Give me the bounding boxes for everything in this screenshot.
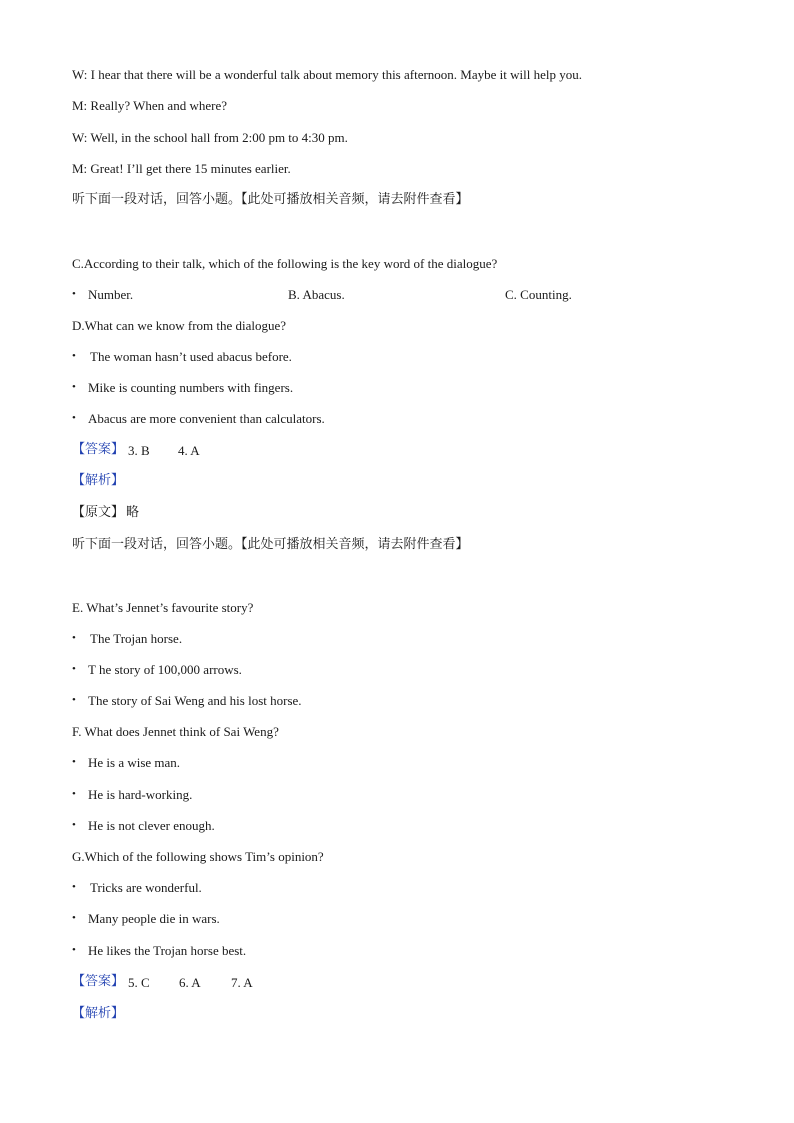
original-text-value: 略 xyxy=(126,505,140,520)
answer-item: 7. A xyxy=(231,975,253,990)
dialogue-line-2: M: Really? When and where? xyxy=(72,98,227,113)
option-c-c: C. Counting. xyxy=(505,287,572,302)
option-f-b: He is hard-working. xyxy=(88,787,193,802)
question-d: D.What can we know from the dialogue? xyxy=(72,318,287,333)
dialogue-line-1: W: I hear that there will be a wonderful talk about memory this afternoon. Maybe it will help you. xyxy=(72,67,582,82)
bullet: • xyxy=(72,663,76,675)
question-c: C.According to their talk, which of the following is the key word of the dialogue? xyxy=(72,256,498,271)
dialogue-line-3: W: Well, in the school hall from 2:00 pm to 4:30 pm. xyxy=(72,130,348,145)
bullet: • xyxy=(72,350,76,362)
question-g: G.Which of the following shows Tim’s opinion? xyxy=(72,849,324,864)
bullet: • xyxy=(72,944,76,956)
bullet: • xyxy=(72,412,76,424)
answer-tag: 【答案】 xyxy=(72,442,125,457)
option-d-a: The woman hasn’t used abacus before. xyxy=(90,349,292,364)
answer-tag-2: 【答案】 xyxy=(72,974,125,989)
option-g-b: Many people die in wars. xyxy=(88,911,220,926)
bullet: • xyxy=(72,756,76,768)
option-e-b: T he story of 100,000 arrows. xyxy=(88,662,242,677)
analysis-label-2: 【解析】 xyxy=(72,1006,125,1021)
option-c-b: B. Abacus. xyxy=(288,287,345,302)
bullet: • xyxy=(72,381,76,393)
option-e-a: The Trojan horse. xyxy=(90,631,183,646)
bullet: • xyxy=(72,694,76,706)
question-e: E. What’s Jennet’s favourite story? xyxy=(72,600,254,615)
answer-item: 5. C xyxy=(128,975,150,990)
option-g-a: Tricks are wonderful. xyxy=(90,880,202,895)
bullet: • xyxy=(72,881,76,893)
bullet: • xyxy=(72,288,76,300)
bullet: • xyxy=(72,819,76,831)
answer-item: 6. A xyxy=(179,975,201,990)
listen-instruction-2: 听下面一段对话，回答小题。【此处可播放相关音频，请去附件查看】 xyxy=(72,537,469,552)
listen-instruction: 听下面一段对话，回答小题。【此处可播放相关音频，请去附件查看】 xyxy=(72,192,469,207)
option-d-b: Mike is counting numbers with fingers. xyxy=(88,380,294,395)
original-text-tag: 【原文】 xyxy=(72,505,125,520)
bullet: • xyxy=(72,788,76,800)
option-f-a: He is a wise man. xyxy=(88,755,181,770)
analysis-label: 【解析】 xyxy=(72,473,125,488)
answer-item: 4. A xyxy=(178,443,200,458)
option-g-c: He likes the Trojan horse best. xyxy=(88,943,247,958)
option-c-a: Number. xyxy=(88,287,134,302)
bullet: • xyxy=(72,632,76,644)
bullet: • xyxy=(72,912,76,924)
option-d-c: Abacus are more convenient than calculators. xyxy=(88,411,325,426)
question-f: F. What does Jennet think of Sai Weng? xyxy=(72,724,279,739)
option-f-c: He is not clever enough. xyxy=(88,818,215,833)
option-e-c: The story of Sai Weng and his lost horse. xyxy=(88,693,302,708)
dialogue-line-4: M: Great! I’ll get there 15 minutes earlier. xyxy=(72,161,291,176)
answer-item: 3. B xyxy=(128,443,150,458)
